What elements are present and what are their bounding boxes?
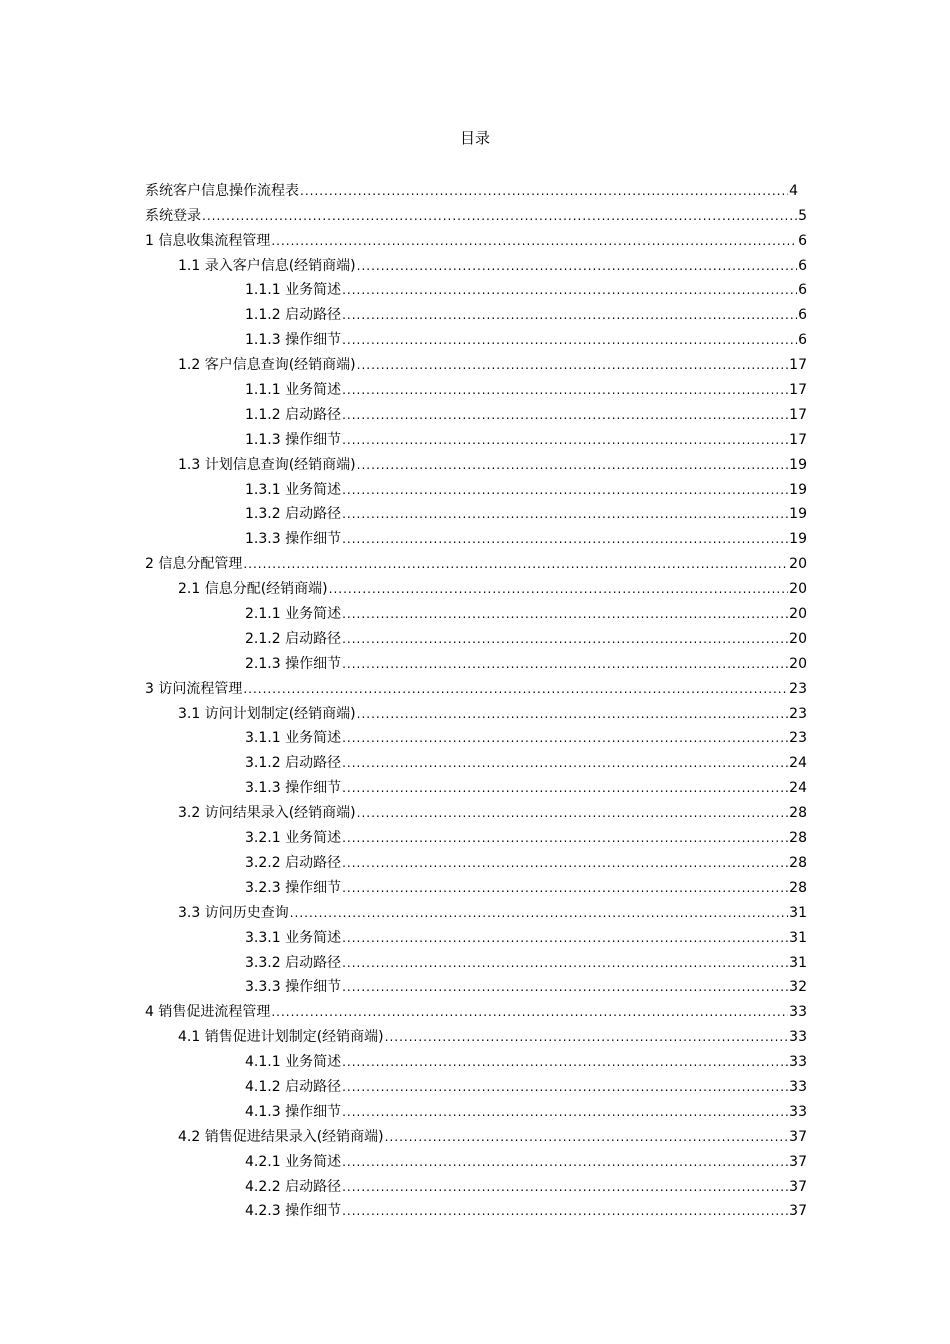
toc-entry-label: 3 访问流程管理 <box>145 680 243 697</box>
toc-leader-dots <box>342 605 788 623</box>
toc-entry-page-number: 17 <box>789 431 807 448</box>
toc-entry-label: 3.3.3 操作细节 <box>245 979 342 996</box>
toc-entry-page-number: 4 <box>789 182 798 199</box>
toc-entry-page-number: 24 <box>789 755 807 772</box>
toc-leader-dots <box>342 1078 788 1096</box>
toc-entry-page-number: 6 <box>798 332 807 349</box>
toc-entry-label: 2.1.3 操作细节 <box>245 655 342 672</box>
toc-leader-dots <box>342 1153 788 1171</box>
toc-entry-page-number: 19 <box>789 456 807 473</box>
toc-entry-page-number: 6 <box>798 257 807 274</box>
toc-leader-dots <box>243 680 788 698</box>
toc-entry-page-number: 20 <box>789 606 807 623</box>
toc-entry[interactable] <box>145 698 807 723</box>
toc-entry-page-number: 33 <box>789 1078 807 1095</box>
toc-leader-dots <box>342 406 788 424</box>
toc-entry[interactable] <box>145 648 807 673</box>
toc-entry[interactable] <box>145 399 807 424</box>
toc-entry-label: 4 销售促进流程管理 <box>145 1004 271 1021</box>
toc-entry-label: 1.3.1 业务简述 <box>245 481 342 498</box>
toc-leader-dots <box>329 580 789 598</box>
toc-leader-dots <box>342 655 788 673</box>
toc-entry[interactable] <box>145 772 807 797</box>
toc-entry[interactable] <box>145 175 807 200</box>
toc-entry-label: 3.2.1 业务简述 <box>245 830 342 847</box>
toc-entry-page-number: 37 <box>789 1203 807 1220</box>
toc-entry-page-number: 20 <box>789 556 807 573</box>
toc-entry[interactable] <box>145 250 807 275</box>
toc-leader-dots <box>271 1003 788 1021</box>
toc-entry[interactable] <box>145 324 807 349</box>
toc-entry-label: 3.3.2 启动路径 <box>245 954 342 971</box>
toc-entry-label: 3.2 访问结果录入(经销商端) <box>178 805 356 822</box>
toc-leader-dots <box>357 356 789 374</box>
toc-entry-label: 1 信息收集流程管理 <box>145 232 271 249</box>
toc-entry-label: 3.3.1 业务简述 <box>245 929 342 946</box>
toc-entry-label: 3.1.2 启动路径 <box>245 755 342 772</box>
toc-entry[interactable] <box>145 623 807 648</box>
toc-entry[interactable] <box>145 897 807 922</box>
toc-leader-dots <box>342 1202 788 1220</box>
toc-entry-page-number: 37 <box>789 1153 807 1170</box>
toc-entry-label: 4.2.2 启动路径 <box>245 1178 342 1195</box>
toc-entry-label: 4.1.3 操作细节 <box>245 1103 342 1120</box>
toc-entry-label: 3.2.2 启动路径 <box>245 854 342 871</box>
toc-leader-dots <box>342 530 788 548</box>
toc-entry-label: 3.1.3 操作细节 <box>245 780 342 797</box>
toc-entry[interactable] <box>145 1096 807 1121</box>
toc-entry[interactable] <box>145 747 807 772</box>
toc-entry[interactable] <box>145 349 807 374</box>
toc-entry-label: 4.1 销售促进计划制定(经销商端) <box>178 1029 384 1046</box>
toc-leader-dots <box>385 1028 789 1046</box>
toc-entry[interactable] <box>145 723 807 748</box>
toc-entry-label: 1.3.2 启动路径 <box>245 506 342 523</box>
toc-leader-dots <box>342 505 788 523</box>
toc-entry-page-number: 17 <box>789 406 807 423</box>
toc-entry[interactable] <box>145 299 807 324</box>
toc-entry-label: 1.1.3 操作细节 <box>245 431 342 448</box>
toc-leader-dots <box>300 182 788 200</box>
toc-entry[interactable] <box>145 822 807 847</box>
toc-entry-label: 3.1.1 业务简述 <box>245 730 342 747</box>
toc-entry-page-number: 31 <box>789 904 807 921</box>
toc-entry-page-number: 32 <box>789 979 807 996</box>
toc-entry[interactable] <box>145 424 807 449</box>
toc-entry[interactable] <box>145 1046 807 1071</box>
toc-entry-label: 4.1.1 业务简述 <box>245 1054 342 1071</box>
toc-entry-page-number: 33 <box>789 1004 807 1021</box>
toc-entry[interactable] <box>145 200 807 225</box>
toc-entry-page-number: 23 <box>789 705 807 722</box>
toc-entry-label: 3.3 访问历史查询 <box>178 904 289 921</box>
toc-leader-dots <box>342 381 788 399</box>
toc-entry-label: 1.1.2 启动路径 <box>245 406 342 423</box>
toc-entry-label: 1.1.2 启动路径 <box>245 307 342 324</box>
toc-leader-dots <box>342 331 797 349</box>
toc-entry-label: 3.1 访问计划制定(经销商端) <box>178 705 356 722</box>
toc-entry[interactable] <box>145 598 807 623</box>
toc-entry[interactable] <box>145 225 807 250</box>
toc-leader-dots <box>342 281 797 299</box>
toc-leader-dots <box>342 1103 788 1121</box>
toc-entry-label: 2 信息分配管理 <box>145 556 243 573</box>
toc-entry-page-number: 17 <box>789 382 807 399</box>
toc-leader-dots <box>385 1128 789 1146</box>
toc-entry-page-number: 31 <box>789 929 807 946</box>
toc-leader-dots <box>342 954 788 972</box>
toc-entry[interactable] <box>145 996 807 1021</box>
toc-entry-page-number: 5 <box>798 207 807 224</box>
toc-entry-label: 系统客户信息操作流程表 <box>145 182 299 199</box>
toc-leader-dots <box>342 978 788 996</box>
toc-entry-page-number: 17 <box>789 357 807 374</box>
toc-entry-label: 系统登录 <box>145 207 201 224</box>
toc-leader-dots <box>342 829 788 847</box>
toc-leader-dots <box>342 1178 788 1196</box>
toc-entry-page-number: 6 <box>798 307 807 324</box>
toc-entry-page-number: 19 <box>789 531 807 548</box>
toc-leader-dots <box>271 232 797 250</box>
toc-entry[interactable] <box>145 1071 807 1096</box>
toc-entry-page-number: 28 <box>789 854 807 871</box>
toc-entry[interactable] <box>145 548 807 573</box>
toc-entry[interactable] <box>145 449 807 474</box>
toc-entry-label: 4.2.3 操作细节 <box>245 1203 342 1220</box>
toc-entry-page-number: 20 <box>789 581 807 598</box>
toc-entry-page-number: 37 <box>789 1178 807 1195</box>
toc-leader-dots <box>290 904 788 922</box>
toc-leader-dots <box>357 804 789 822</box>
toc-entry-label: 4.2.1 业务简述 <box>245 1153 342 1170</box>
toc-entry[interactable] <box>145 275 807 300</box>
toc-entry-page-number: 28 <box>789 805 807 822</box>
toc-entry-page-number: 37 <box>789 1128 807 1145</box>
toc-entry[interactable] <box>145 523 807 548</box>
toc-entry[interactable] <box>145 1146 807 1171</box>
toc-leader-dots <box>342 1053 788 1071</box>
toc-leader-dots <box>342 879 788 897</box>
toc-leader-dots <box>342 431 788 449</box>
toc-leader-dots <box>357 705 789 723</box>
toc-entry[interactable] <box>145 474 807 499</box>
toc-entry[interactable] <box>145 1171 807 1196</box>
toc-leader-dots <box>202 207 797 225</box>
toc-leader-dots <box>342 630 788 648</box>
toc-entry[interactable] <box>145 872 807 897</box>
toc-entry-page-number: 23 <box>789 730 807 747</box>
toc-entry-page-number: 23 <box>789 680 807 697</box>
toc-entry-label: 2.1 信息分配(经销商端) <box>178 581 328 598</box>
toc-entry-page-number: 19 <box>789 481 807 498</box>
toc-entry[interactable] <box>145 573 807 598</box>
toc-leader-dots <box>357 257 797 275</box>
toc-entry-page-number: 31 <box>789 954 807 971</box>
toc-entry[interactable] <box>145 673 807 698</box>
toc-entry[interactable] <box>145 847 807 872</box>
toc-entry[interactable] <box>145 947 807 972</box>
toc-leader-dots <box>243 555 788 573</box>
toc-entry-label: 4.2 销售促进结果录入(经销商端) <box>178 1128 384 1145</box>
toc-entry-label: 1.1 录入客户信息(经销商端) <box>178 257 356 274</box>
toc-entry-page-number: 6 <box>798 282 807 299</box>
toc-entry-page-number: 24 <box>789 780 807 797</box>
toc-leader-dots <box>342 306 797 324</box>
toc-entry-page-number: 6 <box>798 232 807 249</box>
toc-entry[interactable] <box>145 499 807 524</box>
toc-entry-label: 1.2 客户信息查询(经销商端) <box>178 357 356 374</box>
toc-leader-dots <box>342 729 788 747</box>
toc-entry-label: 3.2.3 操作细节 <box>245 879 342 896</box>
toc-entry[interactable] <box>145 797 807 822</box>
toc-entry-label: 1.1.1 业务简述 <box>245 382 342 399</box>
toc-entry-page-number: 19 <box>789 506 807 523</box>
toc-entry-label: 1.3.3 操作细节 <box>245 531 342 548</box>
toc-entry-page-number: 20 <box>789 655 807 672</box>
toc-leader-dots <box>342 481 788 499</box>
toc-entry-page-number: 33 <box>789 1103 807 1120</box>
toc-entry[interactable] <box>145 1021 807 1046</box>
toc-entry-label: 2.1.1 业务简述 <box>245 606 342 623</box>
toc-leader-dots <box>357 456 789 474</box>
toc-entry[interactable] <box>145 1196 807 1221</box>
toc-entry-label: 2.1.2 启动路径 <box>245 630 342 647</box>
toc-entry-page-number: 20 <box>789 630 807 647</box>
toc-leader-dots <box>342 854 788 872</box>
toc-entry[interactable] <box>145 972 807 997</box>
toc-entry[interactable] <box>145 922 807 947</box>
toc-entry[interactable] <box>145 374 807 399</box>
toc-entry-page-number: 33 <box>789 1054 807 1071</box>
toc-leader-dots <box>342 779 788 797</box>
toc-entry-label: 4.1.2 启动路径 <box>245 1078 342 1095</box>
toc-entry-label: 1.1.1 业务简述 <box>245 282 342 299</box>
toc-entry-page-number: 33 <box>789 1029 807 1046</box>
toc-leader-dots <box>342 754 788 772</box>
toc-title: 目录 <box>459 129 490 147</box>
toc-entry[interactable] <box>145 1121 807 1146</box>
toc-leader-dots <box>342 929 788 947</box>
toc-entry-page-number: 28 <box>789 830 807 847</box>
toc-entry-page-number: 28 <box>789 879 807 896</box>
toc-list <box>145 175 807 1220</box>
toc-entry-label: 1.3 计划信息查询(经销商端) <box>178 456 356 473</box>
toc-entry-label: 1.1.3 操作细节 <box>245 332 342 349</box>
